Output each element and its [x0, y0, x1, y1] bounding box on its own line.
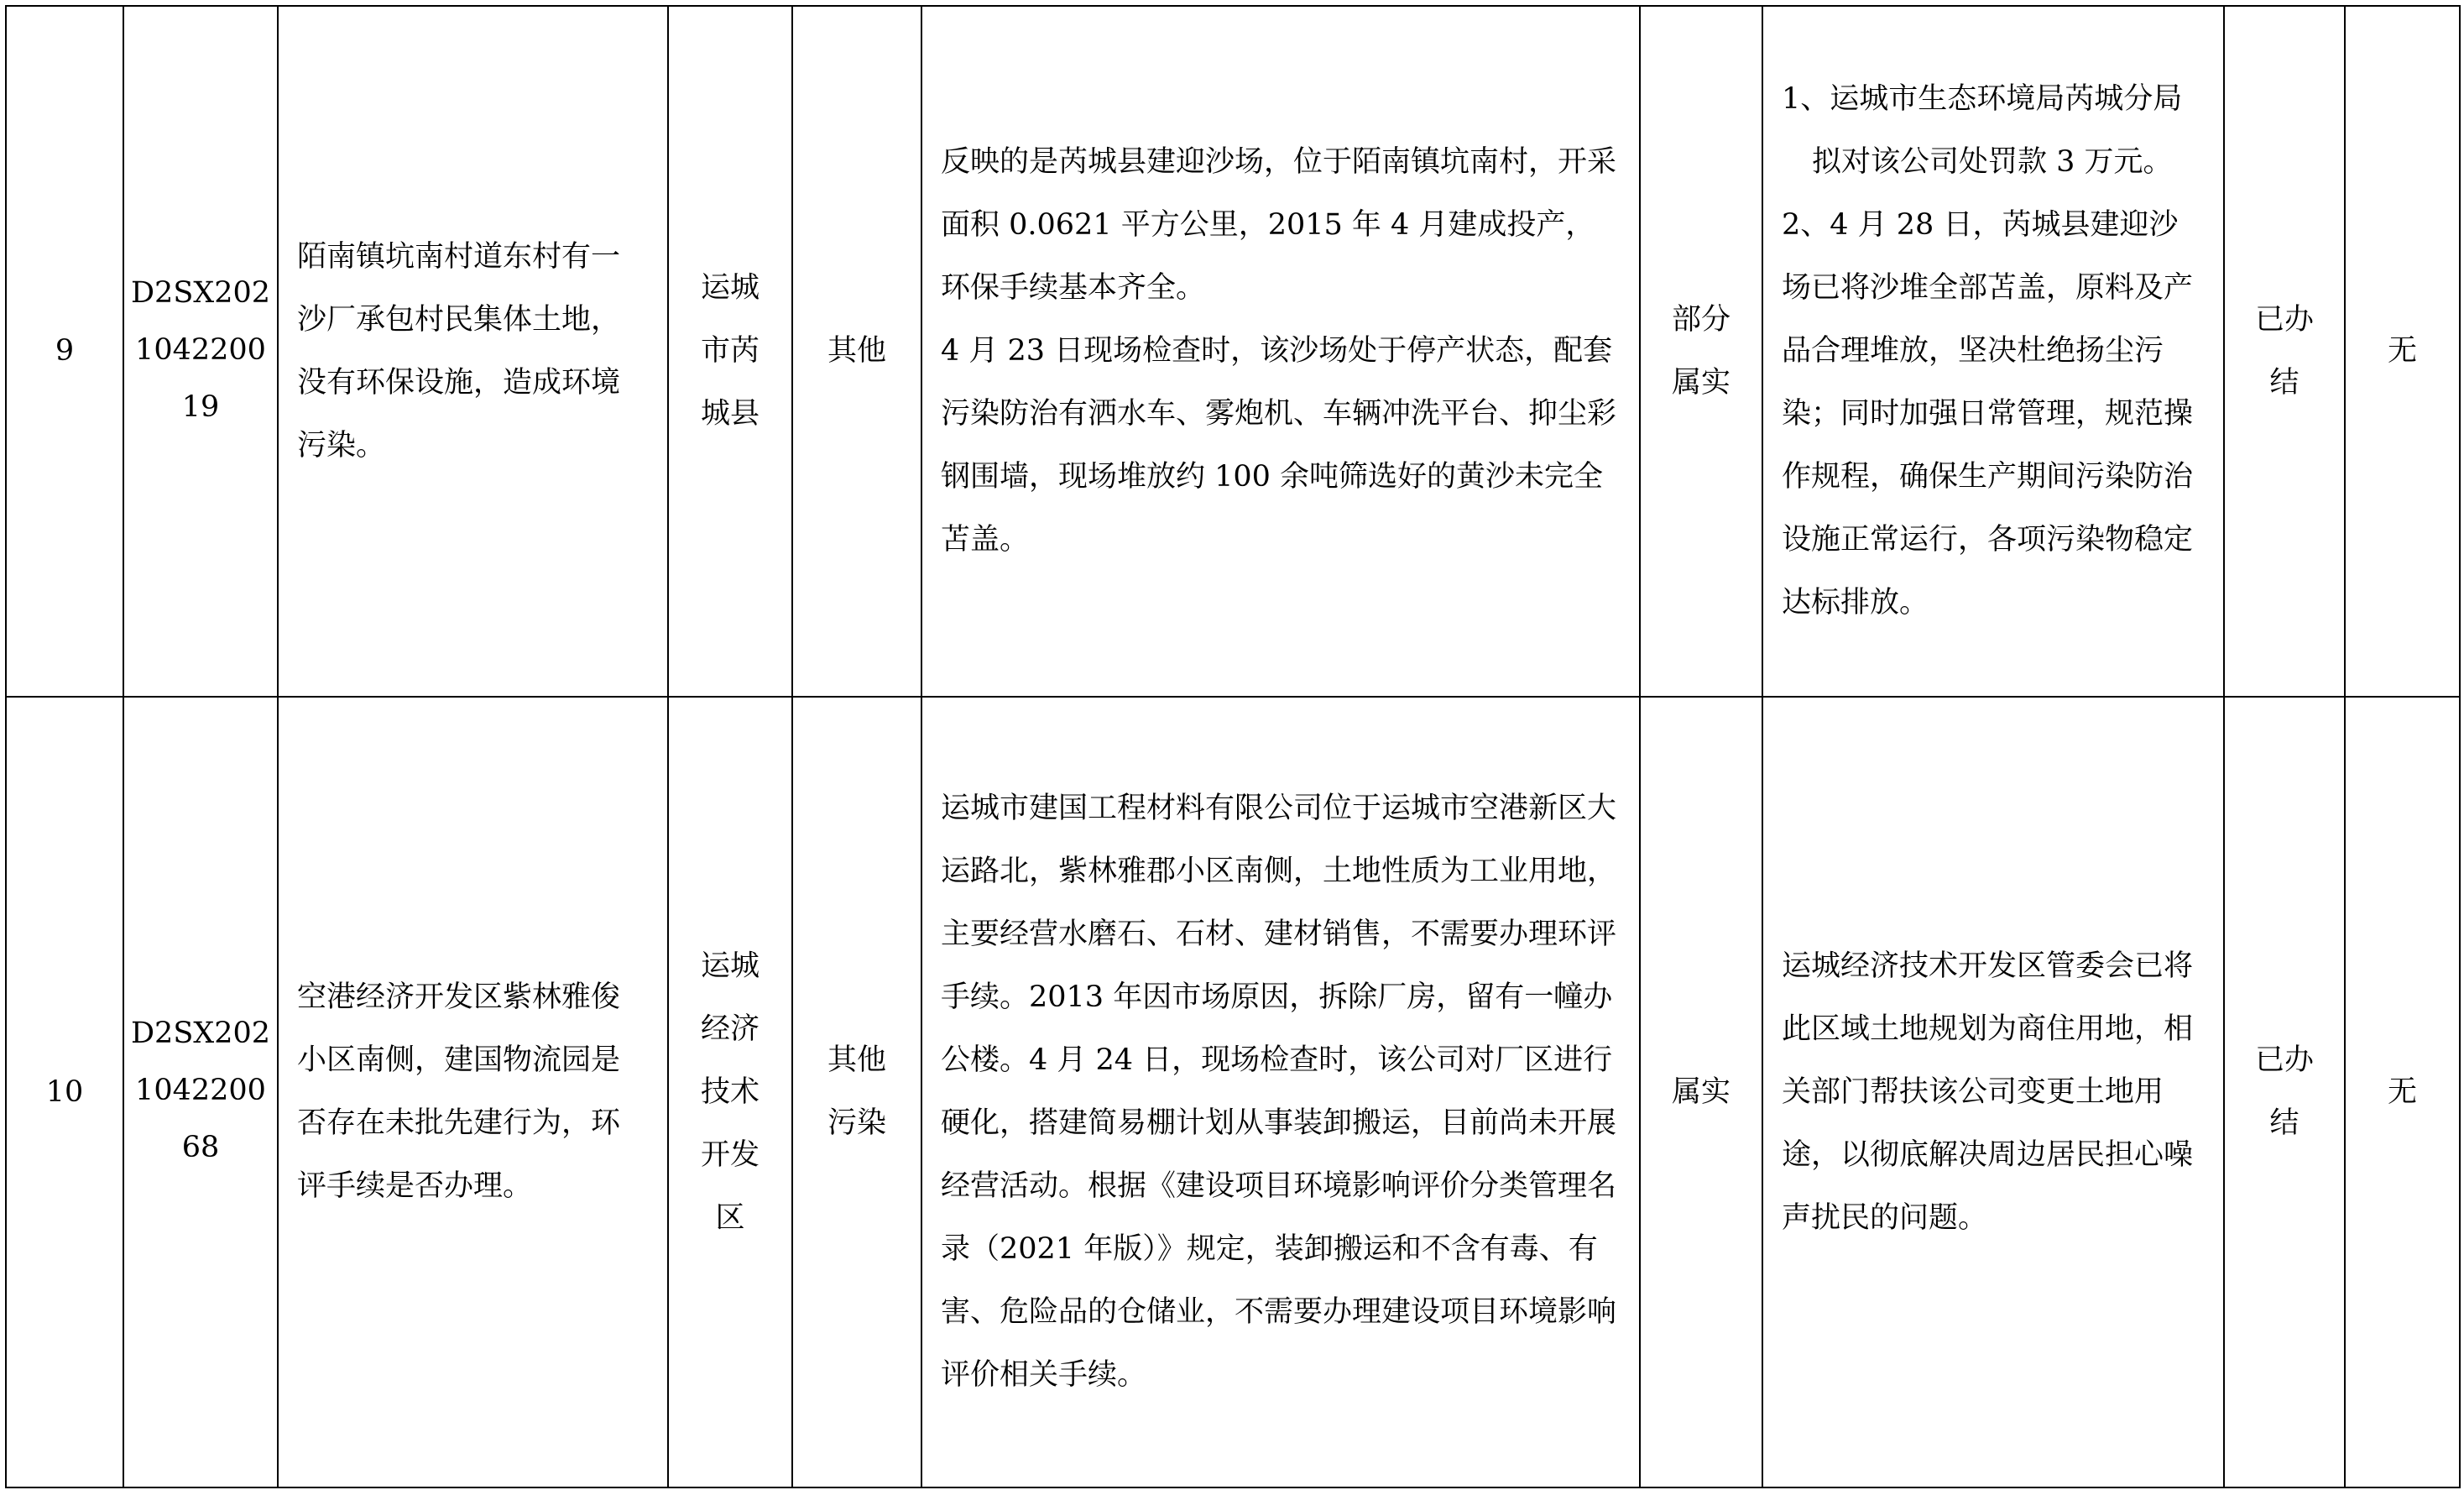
pollution-type — [792, 6, 921, 697]
investigation-paragraph: 4 月 23 日现场检查时，该沙场处于停产状态，配套污染防治有洒水车、雾炮机、车辆冲洗平台、抑尘彩钢围墙，现场堆放约 100 余吨筛选好的黄沙未完全苫盖。 — [941, 334, 1617, 557]
status-line: 已办 — [2254, 1043, 2314, 1077]
district-line: 市芮 — [700, 334, 760, 368]
status-line: 结 — [2269, 1106, 2300, 1140]
verdict-line: 属实 — [1671, 365, 1731, 400]
accountability: 无 — [2345, 6, 2460, 697]
table-row — [6, 697, 2460, 1487]
handling-result — [1762, 697, 2224, 1487]
completion-status — [2224, 697, 2345, 1487]
category-line: 其他 — [827, 334, 886, 368]
complaint-content: 空港经济开发区紫林雅俊小区南侧，建国物流园是否存在未批先建行为，环评手续是否办理。 — [278, 697, 668, 1487]
investigation-paragraph: 运城市建国工程材料有限公司位于运城市空港新区大运路北，紫林雅郡小区南侧，土地性质为工业用地，主要经营水磨石、石材、建材销售，不需要办理环评手续。2013 年因市场原因，拆除厂房，留有一幢办公楼。4 月 24 日，现场检查时，该公司对厂区进行硬化，搭建简易棚计划从事装卸搬运，目前尚未开展经营活动。根据《建设项目环境影响评价分类管理名录（2021 年版）》规定，装卸搬运和不含有毒、有害、危险品的仓储业，不需要办理建设项目环境影响评价相关手续。 — [941, 792, 1617, 1392]
handling-result — [1762, 6, 2224, 697]
district-line: 区 — [715, 1200, 745, 1235]
complaint-code — [123, 6, 278, 697]
status-line: 已办 — [2254, 302, 2314, 337]
verdict-line: 部分 — [1671, 302, 1731, 337]
verdict-line: 属实 — [1671, 1074, 1731, 1109]
code-line: D2SX202 — [130, 1017, 271, 1050]
district-line: 城县 — [700, 397, 760, 431]
district-line: 运城 — [700, 949, 760, 983]
category-line: 其他 — [827, 1043, 886, 1077]
code-line: 68 — [181, 1131, 220, 1164]
row-number: 9 — [6, 6, 123, 697]
category-line: 污染 — [827, 1106, 886, 1140]
code-line: 19 — [181, 389, 220, 424]
code-line: D2SX202 — [130, 275, 271, 310]
pollution-type — [792, 697, 921, 1487]
investigation-result — [921, 6, 1640, 697]
verdict — [1640, 697, 1762, 1487]
result-paragraph: 2、4 月 28 日，芮城县建迎沙场已将沙堆全部苫盖，原料及产品合理堆放，坚决杜绝扬尘污染；同时加强日常管理，规范操作规程，确保生产期间污染防治设施正常运行，各项污染物稳定达标排放。 — [1782, 208, 2194, 620]
status-line: 结 — [2269, 365, 2300, 400]
result-paragraph: 拟对该公司处罚款 3 万元。 — [1812, 145, 2173, 179]
complaint-code — [123, 697, 278, 1487]
code-line: 1042200 — [135, 332, 266, 367]
complaint-content: 陌南镇坑南村道东村有一沙厂承包村民集体土地，没有环保设施，造成环境污染。 — [278, 6, 668, 697]
result-paragraph: 运城经济技术开发区管委会已将此区域土地规划为商住用地，相关部门帮扶该公司变更土地用途，以彻底解决周边居民担心噪声扰民的问题。 — [1782, 949, 2194, 1235]
row-number: 10 — [6, 697, 123, 1487]
accountability: 无 — [2345, 697, 2460, 1487]
table-row — [6, 6, 2460, 697]
code-line: 1042200 — [135, 1074, 266, 1107]
investigation-result — [921, 697, 1640, 1487]
district-line: 技术 — [700, 1074, 760, 1109]
district-line: 开发 — [700, 1137, 760, 1172]
completion-status — [2224, 6, 2345, 697]
result-paragraph: 1、运城市生态环境局芮城分局 — [1782, 82, 2183, 116]
administrative-district — [668, 697, 792, 1487]
verdict — [1640, 6, 1762, 697]
administrative-district — [668, 6, 792, 697]
district-line: 经济 — [700, 1012, 760, 1046]
district-line: 运城 — [700, 271, 760, 305]
report-table — [5, 5, 2461, 1488]
investigation-paragraph: 反映的是芮城县建迎沙场，位于陌南镇坑南村，开采面积 0.0621 平方公里，2015 年 4 月建成投产，环保手续基本齐全。 — [941, 145, 1617, 305]
